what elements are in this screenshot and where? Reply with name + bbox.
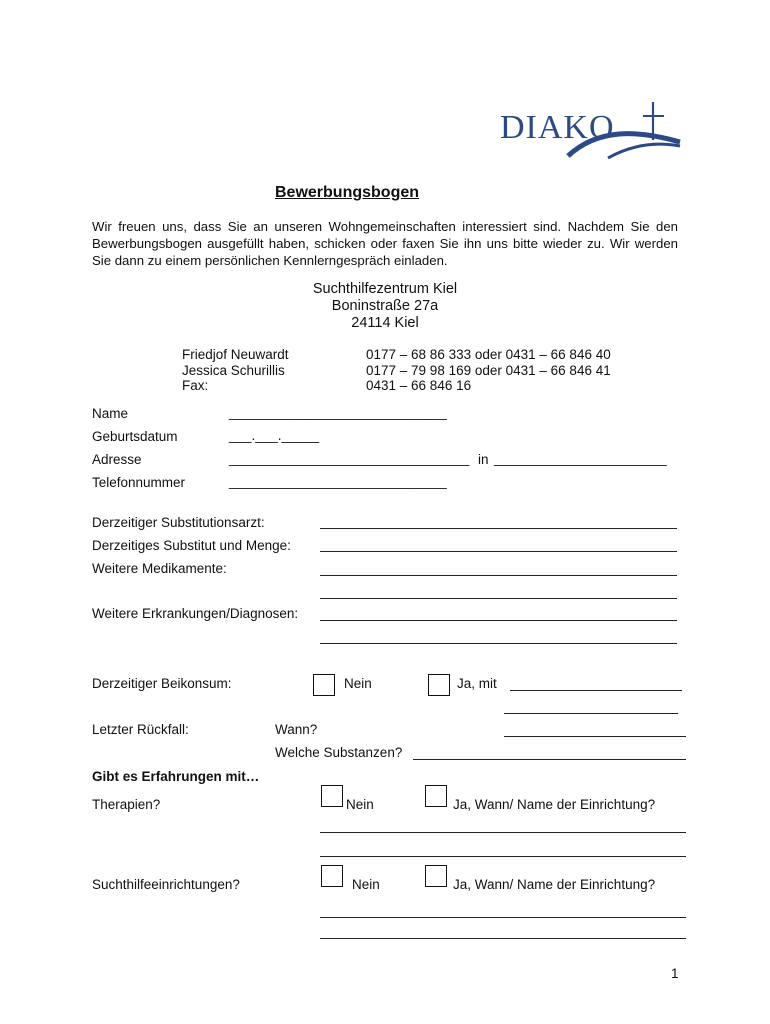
diseases-field-2[interactable] (320, 643, 677, 644)
medication-field-2[interactable] (320, 598, 677, 599)
address-line-1: Suchthilfezentrum Kiel (312, 281, 458, 297)
page-number: 1 (671, 966, 679, 981)
page-title: Bewerbungsbogen (275, 184, 420, 201)
beikonsum-field-1[interactable] (510, 690, 682, 691)
contact-number: 0177 – 79 98 169 oder 0431 – 66 846 41 (366, 362, 611, 378)
dob-field[interactable]: ___.___._____ (229, 428, 320, 443)
address-in-label: in (478, 452, 489, 467)
doctor-field[interactable] (320, 528, 677, 529)
experience-heading: Gibt es Erfahrungen mit… (92, 769, 260, 784)
facilities-no-label: Nein (352, 877, 380, 892)
name-label: Name (92, 406, 129, 421)
city-field[interactable]: _______________________ (494, 451, 667, 466)
beikonsum-no-checkbox[interactable] (313, 674, 335, 696)
relapse-substances-field[interactable] (413, 759, 686, 760)
facilities-label: Suchthilfeeinrichtungen? (92, 877, 240, 892)
contact-name: Friedjof Neuwardt (182, 347, 289, 362)
address-label: Adresse (92, 452, 142, 467)
therapy-label: Therapien? (92, 797, 161, 812)
beikonsum-field-2[interactable] (504, 713, 678, 714)
phone-label: Telefonnummer (92, 475, 186, 490)
substitute-field[interactable] (320, 551, 677, 552)
address-line-3: 24114 Kiel (351, 315, 419, 331)
contact-name: Fax: (182, 378, 209, 393)
relapse-when-label: Wann? (275, 722, 318, 737)
therapy-yes-label: Ja, Wann/ Name der Einrichtung? (453, 797, 656, 812)
contact-names (182, 347, 289, 394)
phone-field[interactable]: _____________________________ (229, 474, 447, 489)
doctor-label: Derzeitiger Substitutionsarzt: (92, 515, 265, 530)
address-block (285, 281, 485, 332)
relapse-label: Letzter Rückfall: (92, 722, 189, 737)
beikonsum-label: Derzeitiger Beikonsum: (92, 676, 232, 691)
facilities-yes-label: Ja, Wann/ Name der Einrichtung? (453, 877, 656, 892)
contact-number: 0431 – 66 846 16 (366, 378, 472, 393)
beikonsum-no-label: Nein (344, 676, 372, 691)
beikonsum-yes-checkbox[interactable] (428, 674, 450, 696)
intro-text: Wir freuen uns, dass Sie an unseren Wohngemeinschaften interessiert sind. Nachdem Sie den Bewerbungsbogen ausgefüllt haben, schicken oder faxen Sie ihn uns bitte wieder zu. Wir werden Sie dann zu einem persönlichen Kennlerngespräch einladen. (92, 219, 678, 268)
substitute-label: Derzeitiges Substitut und Menge: (92, 538, 291, 553)
medication-field-1[interactable] (320, 575, 677, 576)
contact-numbers (366, 347, 611, 394)
therapy-no-checkbox[interactable] (321, 785, 343, 807)
beikonsum-yes-label: Ja, mit (457, 676, 497, 691)
facilities-field-1[interactable] (320, 917, 686, 918)
facilities-yes-checkbox[interactable] (425, 865, 447, 887)
therapy-field-2[interactable] (320, 856, 686, 857)
medication-label: Weitere Medikamente: (92, 561, 227, 576)
name-field[interactable]: _____________________________ (229, 405, 447, 420)
address-field[interactable]: ________________________________ (229, 451, 470, 466)
contact-name: Jessica Schurillis (182, 362, 285, 378)
diako-logo-graphic (498, 98, 683, 168)
address-line-2: Boninstraße 27a (331, 298, 439, 314)
logo (498, 98, 683, 168)
therapy-yes-checkbox[interactable] (425, 785, 447, 807)
facilities-field-2[interactable] (320, 938, 686, 939)
contact-number: 0177 – 68 86 333 oder 0431 – 66 846 40 (366, 347, 611, 362)
diseases-field-1[interactable] (320, 620, 677, 621)
relapse-when-field[interactable] (504, 736, 686, 737)
dob-label: Geburtsdatum (92, 429, 178, 444)
relapse-substances-label: Welche Substanzen? (275, 745, 403, 760)
logo-text: DIAKO (500, 109, 615, 146)
therapy-field-1[interactable] (320, 832, 686, 833)
facilities-no-checkbox[interactable] (321, 865, 343, 887)
diseases-label: Weitere Erkrankungen/Diagnosen: (92, 606, 299, 621)
therapy-no-label: Nein (346, 797, 374, 812)
